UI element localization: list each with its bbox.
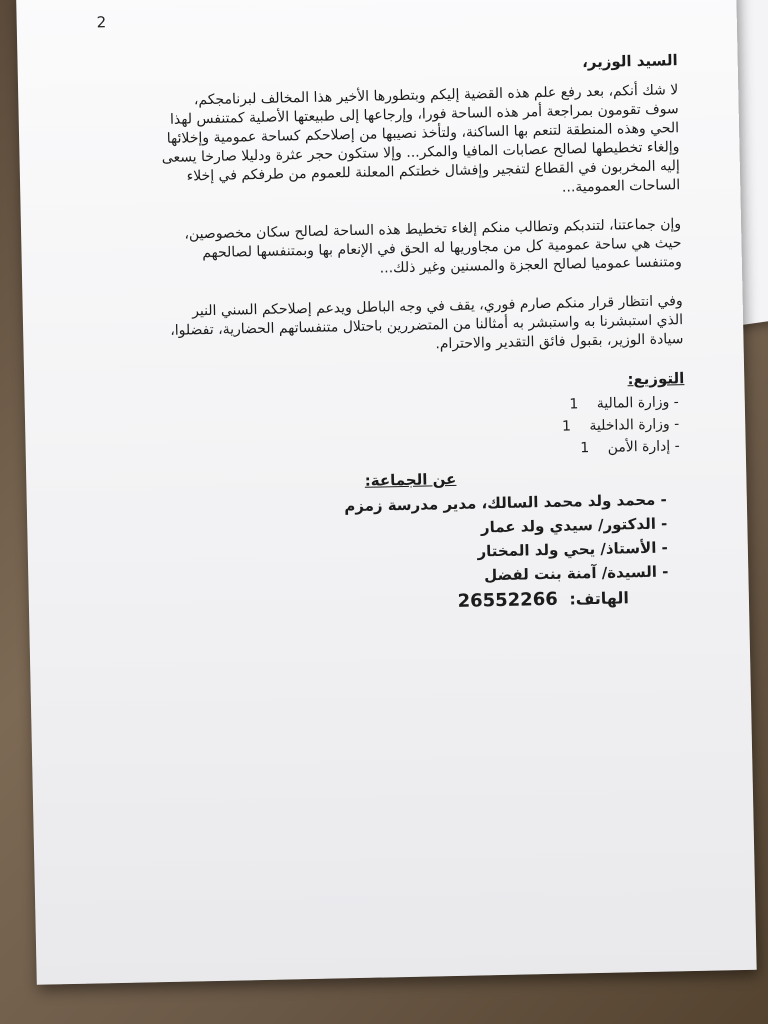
paragraph-3: وفي انتظار قرار منكم صارم فوري، يقف في وجه الباطل ويدعم إصلاحكم السني النير الذي استبشرنا به واستبشر به أمثالنا من المتضررين باحتلال متنفساتهم الحضارية، تفضلوا، سيادة الوزير، بقبول فائق التقدير والاحترام. (170, 293, 684, 353)
signers-title: عن الجماعة: (364, 469, 457, 490)
paragraph-1: لا شك أنكم، بعد رفع علم هذه القضية إليكم وبتطورها الأخير هذا المخالف لبرنامجكم، سوف تقومون بمراجعة أمر هذه الساحة فورا، وإرجاعها إلى طبيعتها الأصلية كمتنفس لهذا الحي وهذه المنطقة لتنعم بها الساكنة، ولتأخذ نصيبها من إصلاحكم كساحة عمومية وإخلائها وإلغاء تخطيطها لصالح عصابات المافيا والمكر... وإلا ستكون حجر عثرة ودليلا صارخا يسعى إليه المخربون في القطاع لتفجير وإفشال خطتكم المعلنة للعموم من طرفكم في إخلاء الساحات العمومية... (161, 82, 681, 196)
distribution-label: - إدارة الأمن (607, 438, 680, 456)
document-sheet (16, 0, 757, 985)
signer-item: - الأستاذ/ يحي ولد المختار (477, 538, 669, 561)
page-number: 2 (96, 13, 107, 32)
letter-body (158, 51, 690, 620)
salutation: السيد الوزير، (581, 51, 678, 72)
distribution-count: 1 (580, 440, 590, 457)
signer-item: - محمد ولد محمد السالك، مدير مدرسة زمزم (344, 490, 668, 516)
phone-label: الهاتف: (569, 588, 630, 609)
distribution-label: - وزارة المالية (596, 394, 679, 412)
phone-number: 26552266 (457, 588, 558, 612)
paragraph-2: وإن جماعتنا، لتندبكم وتطالب منكم إلغاء تخطيط هذه الساحة لصالح سكان مخصوصين، حيث هي ساحة عمومية كل من مجاوريها له الحق في الإنعام بها وبمتنفسها لصالحهم ومتنفسا عموميا لصالح العجزة والمسنين وغير ذلك... (184, 216, 683, 277)
signer-item: - السيدة/ آمنة بنت لفضل (484, 562, 669, 585)
distribution-count: 1 (569, 396, 579, 413)
distribution-title: التوزيع: (627, 369, 685, 389)
distribution-label: - وزارة الداخلية (589, 416, 680, 435)
distribution-count: 1 (561, 418, 572, 435)
signer-item: - الدكتور/ سيدي ولد عمار (480, 514, 668, 537)
